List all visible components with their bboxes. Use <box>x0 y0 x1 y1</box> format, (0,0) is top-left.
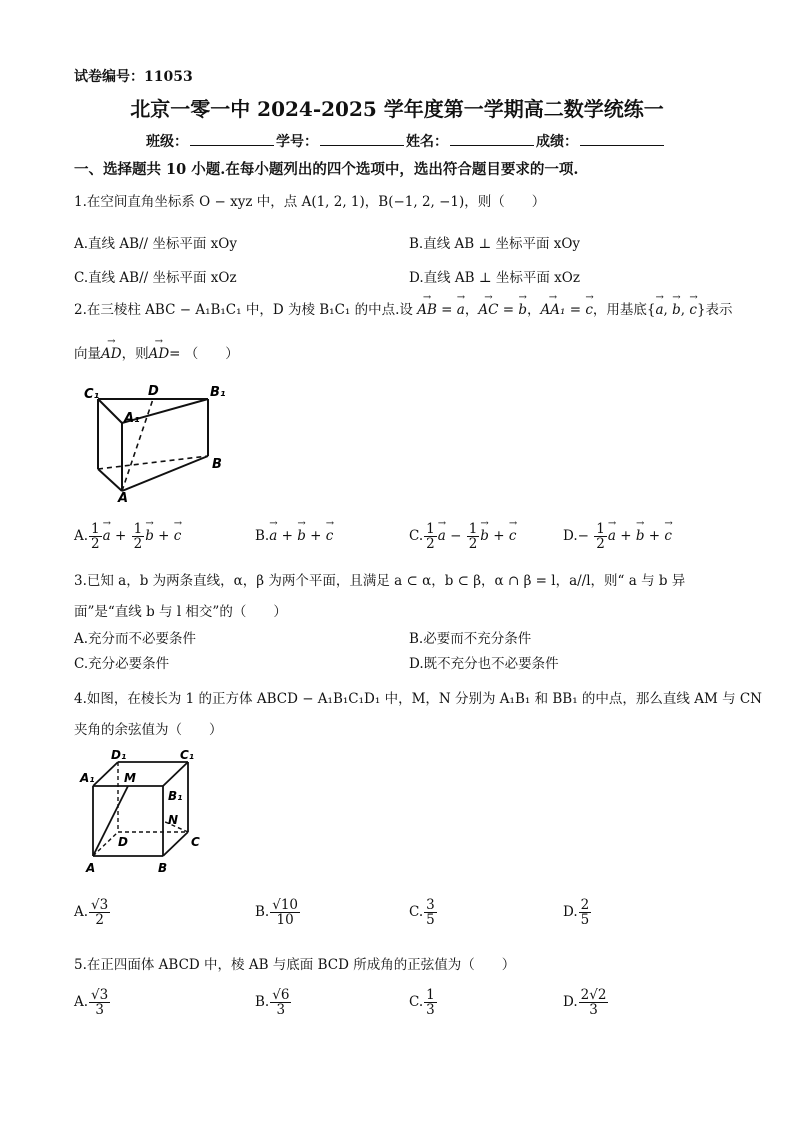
question-3-option-a[interactable]: A.充分而不必要条件 <box>74 631 197 647</box>
fig-label: C <box>191 835 200 849</box>
question-2-option-d[interactable]: D.− $\frac{1}{2}$ → a + → b + → c <box>563 522 672 551</box>
fig-label: B <box>212 457 222 472</box>
q2-stem-text-3: 表示 <box>705 302 733 318</box>
question-1-option-c[interactable]: C.直线 AB// 坐标平面 xOz <box>74 270 237 286</box>
class-field[interactable] <box>190 133 274 146</box>
fig-label: A₁ <box>80 771 95 785</box>
section-heading: 一、选择题共 10 小题.在每小题列出的四个选项中，选出符合题目要求的一项. <box>74 161 579 178</box>
cube-figure <box>78 746 228 878</box>
question-2-option-c[interactable]: C. $\frac{1}{2}$ → a − $\frac{1}{2}$ → b + → c <box>409 522 516 551</box>
fig-label: D₁ <box>111 748 127 762</box>
score-field[interactable] <box>580 133 664 146</box>
question-2-stem-line2: 向量→ AD，则→ AD= （ ） <box>74 342 239 362</box>
q2-stem-text-5: ，则 <box>121 346 149 362</box>
question-2-option-a[interactable]: A. $\frac{1}{2}$ → a + $\frac{1}{2}$ → b + → c <box>74 522 181 551</box>
fig-label: D <box>118 835 128 849</box>
fig-label: C₁ <box>84 387 100 402</box>
question-5-option-d[interactable]: D. $\frac{2√2}{3}$ <box>563 987 607 1019</box>
id-label: 学号： <box>276 134 318 150</box>
question-1-option-b[interactable]: B.直线 AB ⊥ 坐标平面 xOy <box>409 236 581 252</box>
fig-label: A <box>118 491 129 504</box>
q2-stem-text: 2.在三棱柱 ABC − A₁B₁C₁ 中，D 为棱 B₁C₁ 的中点.设 <box>74 302 413 318</box>
fig-label: C₁ <box>180 748 195 762</box>
id-field[interactable] <box>320 133 404 146</box>
question-5-option-b[interactable]: B. $\frac{√6}{3}$ <box>255 987 290 1019</box>
name-field[interactable] <box>450 133 534 146</box>
page-title: 北京一零一中 2024-2025 学年度第一学期高二数学统练一 <box>130 97 664 121</box>
exam-code: 试卷编号：11053 <box>74 69 193 85</box>
question-3-option-d[interactable]: D.既不充分也不必要条件 <box>409 656 559 672</box>
question-2-stem-line1: 2.在三棱柱 ABC − A₁B₁C₁ 中，D 为棱 B₁C₁ 的中点.设 → AB = → a，→ AC = → b，→ AA₁ = → c，用基底{→ a, → b, → c}表示 <box>74 298 733 318</box>
question-4-option-c[interactable]: C. $\frac{3}{5}$ <box>409 897 435 929</box>
fig-label: B₁ <box>168 789 183 803</box>
q2-stem-text-6: = （ ） <box>169 346 239 362</box>
question-4-stem-line2: 夹角的余弦值为（ ） <box>74 722 223 738</box>
fig-label: N <box>168 813 179 827</box>
q2-stem-text-2: ，用基底 <box>592 302 647 318</box>
question-1-option-d[interactable]: D.直线 AB ⊥ 坐标平面 xOz <box>409 270 580 286</box>
name-label: 姓名： <box>406 134 448 150</box>
question-1-option-a[interactable]: A.直线 AB// 坐标平面 xOy <box>74 236 237 252</box>
question-2-option-b[interactable]: B.→ a + → b + → c <box>255 528 333 544</box>
question-3-stem-line2: 面”是“直线 b 与 l 相交”的（ ） <box>74 604 287 620</box>
q2-stem-text-4: 向量 <box>74 346 101 362</box>
prism-figure <box>80 382 240 504</box>
question-3-option-b[interactable]: B.必要而不充分条件 <box>409 631 532 647</box>
fig-label: A₁ <box>124 411 140 426</box>
fig-label: M <box>124 771 136 785</box>
question-5-option-a[interactable]: A. $\frac{√3}{3}$ <box>74 987 109 1019</box>
question-3-option-c[interactable]: C.充分必要条件 <box>74 656 170 672</box>
question-5-option-c[interactable]: C. $\frac{1}{3}$ <box>409 987 435 1019</box>
fig-label: B <box>158 861 168 875</box>
fig-label: D <box>148 384 159 399</box>
question-4-option-b[interactable]: B. $\frac{√10}{10}$ <box>255 897 298 929</box>
question-4-stem-line1: 4.如图，在棱长为 1 的正方体 ABCD − A₁B₁C₁D₁ 中，M，N 分别为 A₁B₁ 和 BB₁ 的中点，那么直线 AM 与 CN <box>74 691 762 707</box>
question-1-stem: 1.在空间直角坐标系 O − xyz 中，点 A(1, 2, 1)，B(−1, 2, −1)，则（ ） <box>74 194 546 210</box>
score-label: 成绩： <box>536 134 578 150</box>
student-info-row <box>146 131 666 151</box>
class-label: 班级： <box>146 134 188 150</box>
fig-label: A <box>86 861 96 875</box>
fig-label: B₁ <box>210 385 226 400</box>
question-4-option-d[interactable]: D. $\frac{2}{5}$ <box>563 897 590 929</box>
question-4-option-a[interactable]: A. $\frac{√3}{2}$ <box>74 897 109 929</box>
question-3-stem-line1: 3.已知 a，b 为两条直线，α，β 为两个平面，且满足 a ⊂ α，b ⊂ β，α ∩ β = l，a//l，则“ a 与 b 异 <box>74 573 686 589</box>
question-5-stem: 5.在正四面体 ABCD 中，棱 AB 与底面 BCD 所成角的正弦值为（ ） <box>74 957 516 973</box>
